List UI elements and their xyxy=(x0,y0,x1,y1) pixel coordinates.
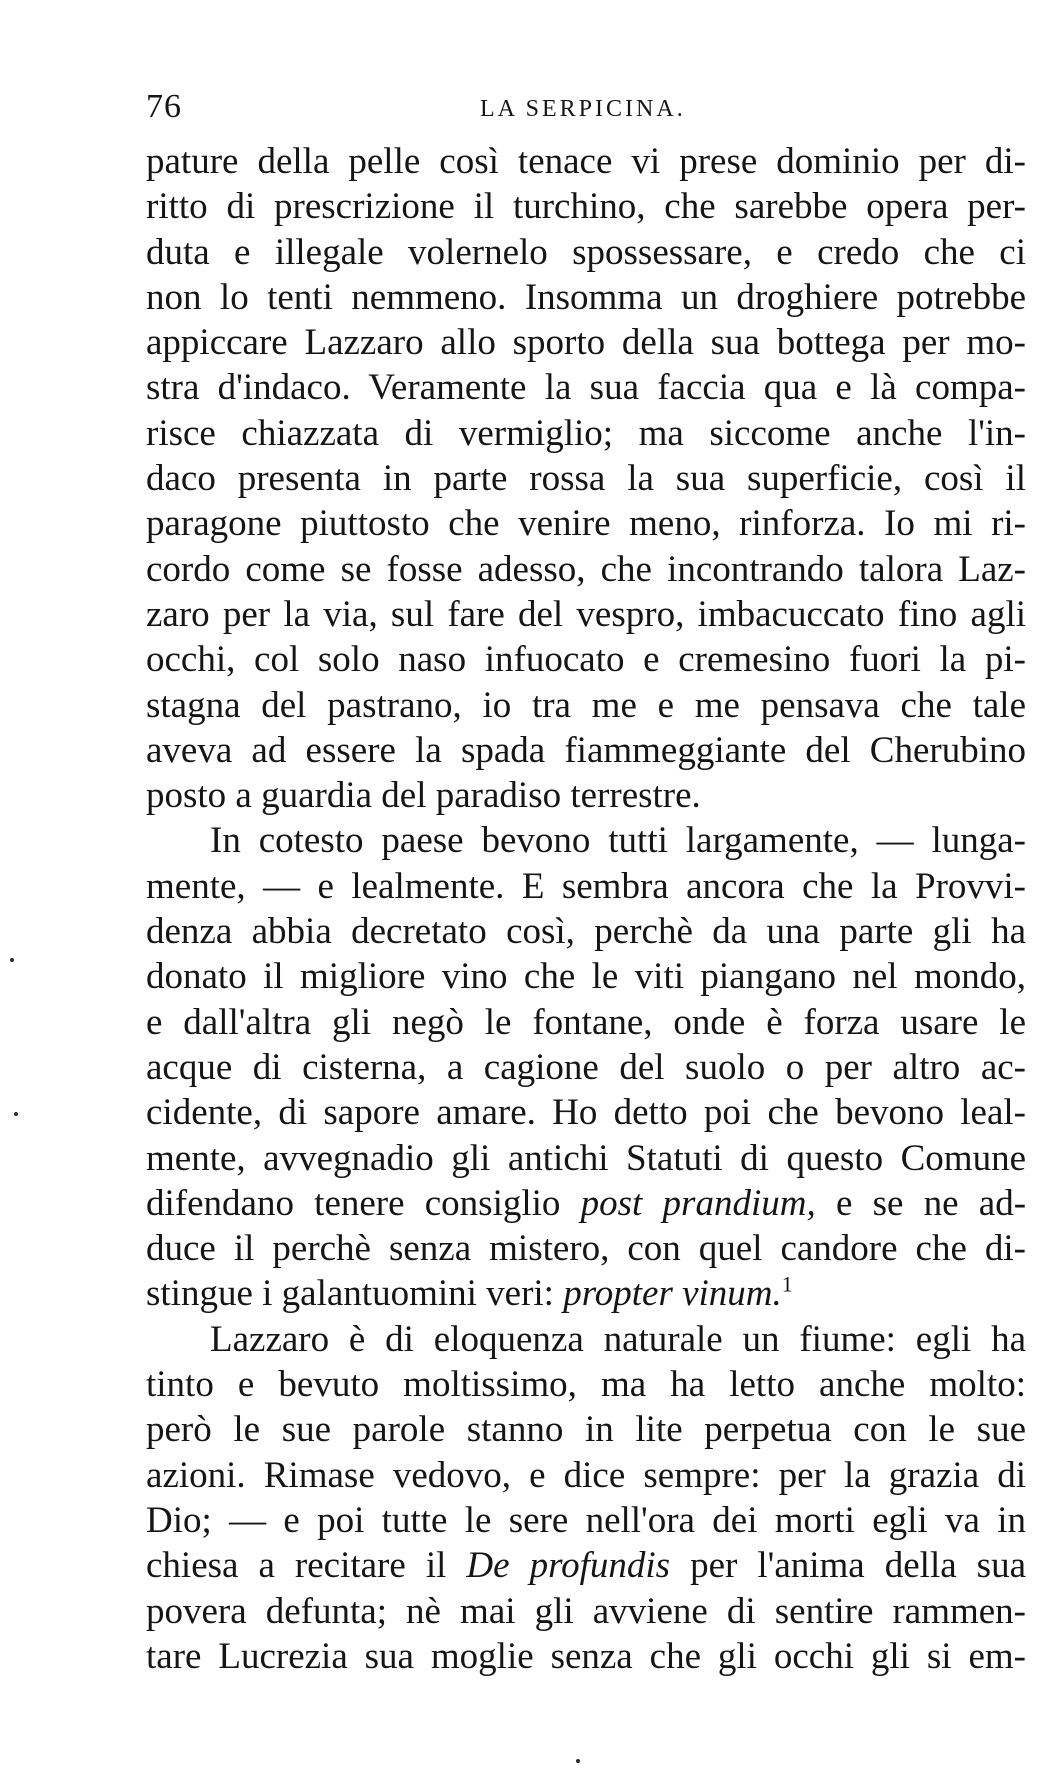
footnote-marker: 1 xyxy=(781,1272,793,1298)
text-line: cidente, di sapore amare. Ho detto poi che bevono leal- xyxy=(146,1092,1026,1134)
text-fragment: chiesa a recitare il xyxy=(146,1545,447,1587)
text-line: daco presenta in parte rossa la sua superficie, così il xyxy=(146,458,1026,500)
text-line: duce il perchè senza mistero, con quel candore che di- xyxy=(146,1228,1026,1270)
text-line xyxy=(146,1543,1026,1588)
text-line: tinto e bevuto moltissimo, ma ha letto anche molto: xyxy=(146,1364,1026,1406)
text-line: Dio; — e poi tutte le sere nell'ora dei morti egli va in xyxy=(146,1499,1026,1541)
text-line: ritto di prescrizione il turchino, che sarebbe opera per- xyxy=(146,186,1026,228)
latin-phrase: De profundis xyxy=(466,1545,671,1587)
text-line: donato il migliore vino che le viti piangano nel mondo, xyxy=(146,956,1026,998)
page-number: 76 xyxy=(146,88,182,125)
text-line: Lazzaro è di eloquenza naturale un fiume: egli ha xyxy=(210,1318,1026,1360)
text-fragment: per l'anima della sua xyxy=(690,1545,1026,1587)
text-line: duta e illegale volernelo spossessare, e credo che ci xyxy=(146,231,1026,273)
text-fragment: difendano tenere consiglio xyxy=(146,1182,561,1224)
text-fragment: stingue i galantuomini veri: xyxy=(146,1273,554,1315)
text-fragment: e se ne ad- xyxy=(835,1182,1027,1224)
text-line: stra d'indaco. Veramente la sua faccia qua e là compa- xyxy=(146,367,1026,409)
ink-speck xyxy=(576,1759,580,1763)
text-line: tare Lucrezia sua moglie senza che gli occhi gli si em- xyxy=(146,1635,1026,1677)
text-line: occhi, col solo naso infuocato e cremesino fuori la pi- xyxy=(146,639,1026,681)
text-line xyxy=(146,1271,1026,1316)
body-text xyxy=(146,139,1026,1679)
text-line: pature della pelle così tenace vi prese dominio per di- xyxy=(146,141,1026,182)
text-line: risce chiazzata di vermiglio; ma siccome anche l'in- xyxy=(146,412,1026,454)
ink-speck xyxy=(10,958,14,962)
text-line: mente, avvegnadio gli antichi Statuti di questo Comune xyxy=(146,1137,1026,1179)
text-line: In cotesto paese bevono tutti largamente, — lunga- xyxy=(210,820,1026,862)
text-line: non lo tenti nemmeno. Insomma un droghiere potrebbe xyxy=(146,276,1026,318)
latin-phrase: propter vinum. xyxy=(563,1273,782,1315)
running-header xyxy=(146,82,1026,132)
latin-phrase: post prandium, xyxy=(580,1182,816,1224)
text-line: stagna del pastrano, io tra me e me pensava che tale xyxy=(146,684,1026,726)
text-line: zaro per la via, sul fare del vespro, imbacuccato fino agli xyxy=(146,593,1026,635)
text-line: paragone piuttosto che venire meno, rinforza. Io mi ri- xyxy=(146,503,1026,545)
text-line: mente, — e lealmente. E sembra ancora che la Provvi- xyxy=(146,865,1026,907)
text-line xyxy=(146,1181,1026,1226)
text-line: posto a guardia del paradiso terrestre. xyxy=(146,775,701,817)
running-title: LA SERPICINA. xyxy=(480,96,686,122)
text-line: aveva ad essere la spada fiammeggiante del Cherubino xyxy=(146,729,1026,771)
text-line: acque di cisterna, a cagione del suolo o per altro ac- xyxy=(146,1046,1026,1088)
text-line: denza abbia decretato così, perchè da una parte gli ha xyxy=(146,911,1026,953)
text-line: però le sue parole stanno in lite perpetua con le sue xyxy=(146,1409,1026,1451)
text-line: appiccare Lazzaro allo sporto della sua bottega per mo- xyxy=(146,322,1026,364)
text-line: azioni. Rimase vedovo, e dice sempre: per la grazia di xyxy=(146,1454,1026,1496)
text-line: e dall'altra gli negò le fontane, onde è forza usare le xyxy=(146,1001,1026,1043)
text-line: povera defunta; nè mai gli avviene di sentire rammen- xyxy=(146,1590,1026,1632)
ink-speck xyxy=(14,1112,18,1116)
text-line: cordo come se fosse adesso, che incontrando talora Laz- xyxy=(146,548,1026,590)
